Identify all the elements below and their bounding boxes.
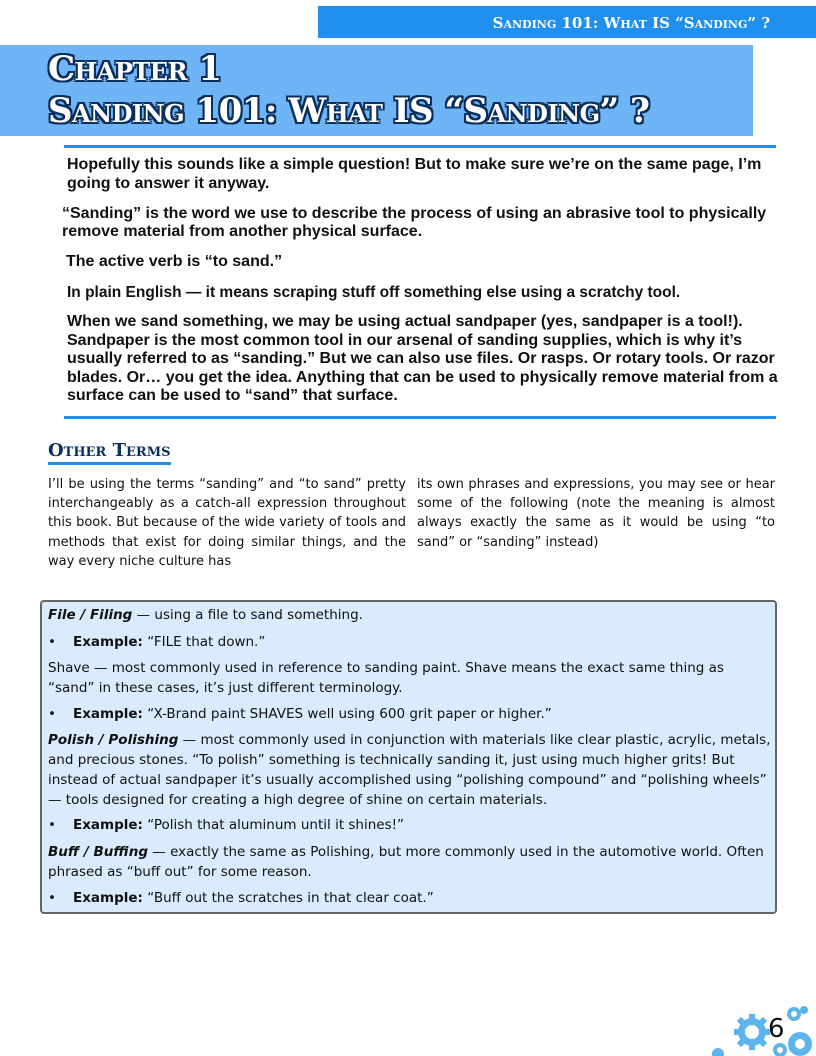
- example-label: Example:: [73, 890, 143, 906]
- definition-entry: [48, 842, 772, 882]
- definition-text: Shave — most commonly used in reference to sanding paint. Shave means the exact same thing as “sand” in these cases, it’s just different terminology.: [48, 660, 724, 696]
- example-text: “FILE that down.”: [142, 634, 266, 650]
- chapter-title: Sanding 101: What IS “Sanding” ?: [48, 91, 650, 131]
- bullet-icon: •: [48, 634, 56, 650]
- body-column-left: I’ll be using the terms “sanding” and “to sand” pretty interchangeably as a catch-all expression throughout this book. But because of the wide variety of tools and methods that exist for doing similar things, and the way every niche culture has: [48, 477, 406, 569]
- definition-term: Buff / Buffing: [48, 844, 149, 860]
- intro-paragraph: When we sand something, we may be using actual sandpaper (yes, sandpaper is a tool!). Sandpaper is the most common tool in our arsenal of sanding supplies, which is why it’s usually referred to as “sanding.” But we can also use files. Or rasps. Or rotary tools. Or razor blades. Or… you get the idea. Anything that can be used to physically remove material from a surface can be used to “sand” that surface.: [67, 313, 778, 404]
- example-text: “X-Brand paint SHAVES well using 600 grit paper or higher.”: [142, 706, 552, 722]
- example-item: [48, 632, 768, 652]
- definition-term: File / Filing: [48, 607, 133, 623]
- definition-term: Polish / Polishing: [48, 732, 179, 748]
- page-number: 6: [768, 1014, 785, 1044]
- example-label: Example:: [73, 634, 143, 650]
- intro-paragraph: “Sanding” is the word we use to describe the process of using an abrasive tool to physically remove material from another physical surface.: [62, 205, 767, 240]
- example-text: “Polish that aluminum until it shines!”: [142, 817, 405, 833]
- example-label: Example:: [73, 706, 143, 722]
- example-item: [48, 888, 768, 908]
- definition-text: — most commonly used in conjunction with materials like clear plastic, acrylic, metals, and precious stones. “To polish” something is technically sanding it, just using much higher grits! But instead of actual sandpaper it’s usually accomplished using “polishing compound” and “polishing wheels” — tools designed for creating a high degree of shine on certain materials.: [48, 732, 771, 808]
- intro-bottom-rule: [64, 416, 776, 419]
- running-header-title: Sanding 101: What IS “Sanding” ?: [492, 14, 770, 32]
- intro-paragraph: In plain English — it means scraping stuff off something else using a scratchy tool.: [67, 284, 681, 301]
- definition-entry: [48, 730, 772, 810]
- chapter-label: Chapter 1: [48, 49, 222, 89]
- intro-paragraph: The active verb is “to sand.”: [66, 253, 283, 270]
- example-label: Example:: [73, 817, 143, 833]
- bullet-icon: •: [48, 890, 56, 906]
- bullet-icon: •: [48, 706, 56, 722]
- definition-text: — exactly the same as Polishing, but more commonly used in the automotive world. Often phrased as “buff out” for some reason.: [48, 844, 764, 880]
- definition-entry: [48, 658, 772, 698]
- intro-paragraph: Hopefully this sounds like a simple question! But to make sure we’re on the same page, I’m going to answer it anyway.: [67, 156, 762, 192]
- definition-entry: [48, 605, 772, 625]
- example-item: [48, 704, 768, 724]
- intro-top-rule: [64, 145, 776, 148]
- example-item: [48, 815, 768, 835]
- definitions-box: [40, 600, 777, 914]
- section-heading: Other Terms: [48, 440, 171, 465]
- bullet-icon: •: [48, 817, 56, 833]
- definition-text: — using a file to sand something.: [132, 607, 363, 623]
- gears-icon: [704, 1000, 816, 1056]
- example-text: “Buff out the scratches in that clear coat.”: [142, 890, 434, 906]
- running-header-bar: [318, 6, 816, 38]
- body-column-right: its own phrases and expressions, you may see or hear some of the following (note the meaning is almost always exactly the same as it would be using “to sand” or “sanding” instead): [417, 477, 775, 550]
- chapter-title-block: [0, 45, 753, 136]
